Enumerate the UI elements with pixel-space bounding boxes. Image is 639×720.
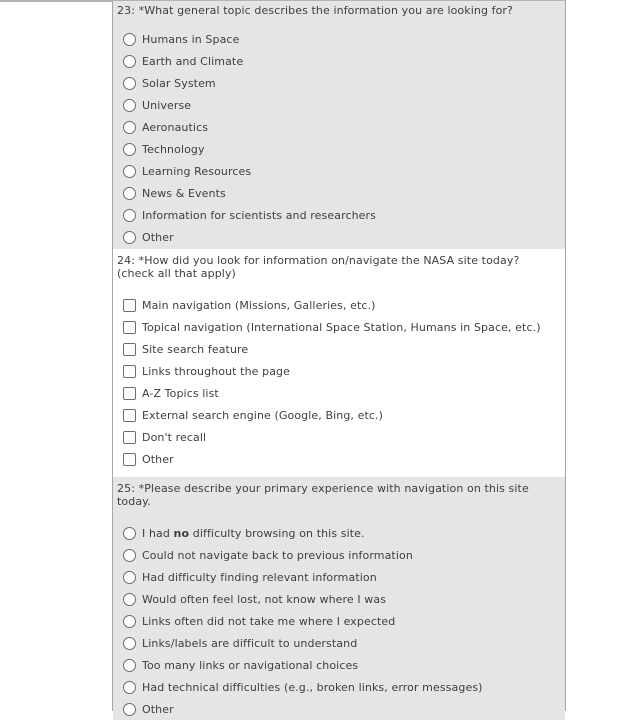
radio-button-icon[interactable]: [123, 637, 136, 650]
checkbox-option-row[interactable]: [117, 360, 559, 382]
radio-button-icon[interactable]: [123, 55, 136, 68]
radio-button-icon[interactable]: [123, 77, 136, 90]
option-label[interactable]: Other: [142, 452, 174, 466]
option-label[interactable]: Learning Resources: [142, 164, 252, 178]
question-24-label: [117, 254, 559, 280]
option-label[interactable]: Links often did not take me where I expected: [142, 614, 396, 628]
radio-option-row[interactable]: [117, 632, 559, 654]
radio-option-row[interactable]: [117, 698, 559, 720]
radio-button-icon[interactable]: [123, 615, 136, 628]
option-label[interactable]: Technology: [142, 142, 205, 156]
question-24-label-line2: (check all that apply): [117, 267, 236, 280]
checkbox-option-row[interactable]: [117, 448, 559, 470]
radio-option-row[interactable]: [117, 138, 559, 160]
radio-option-row[interactable]: [117, 116, 559, 138]
radio-button-icon[interactable]: [123, 527, 136, 540]
question-23-label: 23: *What general topic describes the information you are looking for?: [117, 4, 513, 17]
checkbox-option-row[interactable]: [117, 426, 559, 448]
option-label[interactable]: External search engine (Google, Bing, etc.): [142, 408, 384, 422]
option-label[interactable]: Would often feel lost, not know where I was: [142, 592, 387, 606]
radio-button-icon[interactable]: [123, 681, 136, 694]
option-label[interactable]: Universe: [142, 98, 192, 112]
radio-button-icon[interactable]: [123, 99, 136, 112]
radio-button-icon[interactable]: [123, 593, 136, 606]
question-23-section: [113, 1, 565, 249]
radio-option-row[interactable]: [117, 160, 559, 182]
survey-form-panel: [112, 1, 566, 716]
option-label[interactable]: Solar System: [142, 76, 216, 90]
option-label[interactable]: News & Events: [142, 186, 226, 200]
radio-option-row[interactable]: [117, 94, 559, 116]
option-label[interactable]: Main navigation (Missions, Galleries, etc.): [142, 298, 376, 312]
question-24-section: [113, 249, 565, 477]
radio-option-row[interactable]: [117, 588, 559, 610]
checkbox-icon[interactable]: [123, 387, 136, 400]
question-25-label: [117, 482, 559, 508]
radio-option-row[interactable]: [117, 544, 559, 566]
option-label[interactable]: Other: [142, 230, 174, 244]
question-24-label-line1: 24: *How did you look for information on/navigate the NASA site today?: [117, 254, 520, 267]
checkbox-option-row[interactable]: [117, 382, 559, 404]
option-label[interactable]: Aeronautics: [142, 120, 209, 134]
radio-option-row[interactable]: [117, 72, 559, 94]
question-25-label-line2: today.: [117, 495, 151, 508]
radio-button-icon[interactable]: [123, 33, 136, 46]
question-23-options: [117, 28, 559, 248]
radio-option-row[interactable]: [117, 204, 559, 226]
option-label[interactable]: Earth and Climate: [142, 54, 244, 68]
checkbox-icon[interactable]: [123, 453, 136, 466]
option-label[interactable]: Had technical difficulties (e.g., broken links, error messages): [142, 680, 483, 694]
radio-button-icon[interactable]: [123, 231, 136, 244]
checkbox-icon[interactable]: [123, 343, 136, 356]
radio-button-icon[interactable]: [123, 165, 136, 178]
option-label[interactable]: Links throughout the page: [142, 364, 291, 378]
radio-option-row[interactable]: [117, 654, 559, 676]
question-25-section: [113, 477, 565, 720]
option-label[interactable]: Links/labels are difficult to understand: [142, 636, 358, 650]
checkbox-icon[interactable]: [123, 365, 136, 378]
checkbox-icon[interactable]: [123, 299, 136, 312]
checkbox-option-row[interactable]: [117, 404, 559, 426]
checkbox-option-row[interactable]: [117, 294, 559, 316]
option-label[interactable]: Topical navigation (International Space Station, Humans in Space, etc.): [142, 320, 541, 334]
option-label[interactable]: I had no difficulty browsing on this site.: [142, 526, 365, 540]
radio-button-icon[interactable]: [123, 549, 136, 562]
question-25-options: [117, 522, 559, 720]
question-25-label-line1: 25: *Please describe your primary experience with navigation on this site: [117, 482, 529, 495]
option-label[interactable]: Site search feature: [142, 342, 249, 356]
radio-button-icon[interactable]: [123, 659, 136, 672]
checkbox-icon[interactable]: [123, 431, 136, 444]
radio-button-icon[interactable]: [123, 703, 136, 716]
radio-option-row[interactable]: [117, 522, 559, 544]
checkbox-icon[interactable]: [123, 409, 136, 422]
radio-option-row[interactable]: [117, 182, 559, 204]
radio-option-row[interactable]: [117, 676, 559, 698]
radio-button-icon[interactable]: [123, 121, 136, 134]
checkbox-option-row[interactable]: [117, 338, 559, 360]
radio-option-row[interactable]: [117, 610, 559, 632]
option-label[interactable]: Other: [142, 702, 174, 716]
radio-option-row[interactable]: [117, 28, 559, 50]
radio-option-row[interactable]: [117, 226, 559, 248]
option-label[interactable]: Don't recall: [142, 430, 207, 444]
radio-button-icon[interactable]: [123, 187, 136, 200]
option-label[interactable]: Could not navigate back to previous information: [142, 548, 413, 562]
option-label[interactable]: Had difficulty finding relevant information: [142, 570, 377, 584]
radio-button-icon[interactable]: [123, 143, 136, 156]
option-label[interactable]: Information for scientists and researchers: [142, 208, 377, 222]
radio-button-icon[interactable]: [123, 209, 136, 222]
radio-option-row[interactable]: [117, 566, 559, 588]
option-label[interactable]: A-Z Topics list: [142, 386, 219, 400]
question-24-options: [117, 294, 559, 470]
radio-button-icon[interactable]: [123, 571, 136, 584]
option-label[interactable]: Humans in Space: [142, 32, 240, 46]
option-label[interactable]: Too many links or navigational choices: [142, 658, 359, 672]
checkbox-option-row[interactable]: [117, 316, 559, 338]
checkbox-icon[interactable]: [123, 321, 136, 334]
radio-option-row[interactable]: [117, 50, 559, 72]
